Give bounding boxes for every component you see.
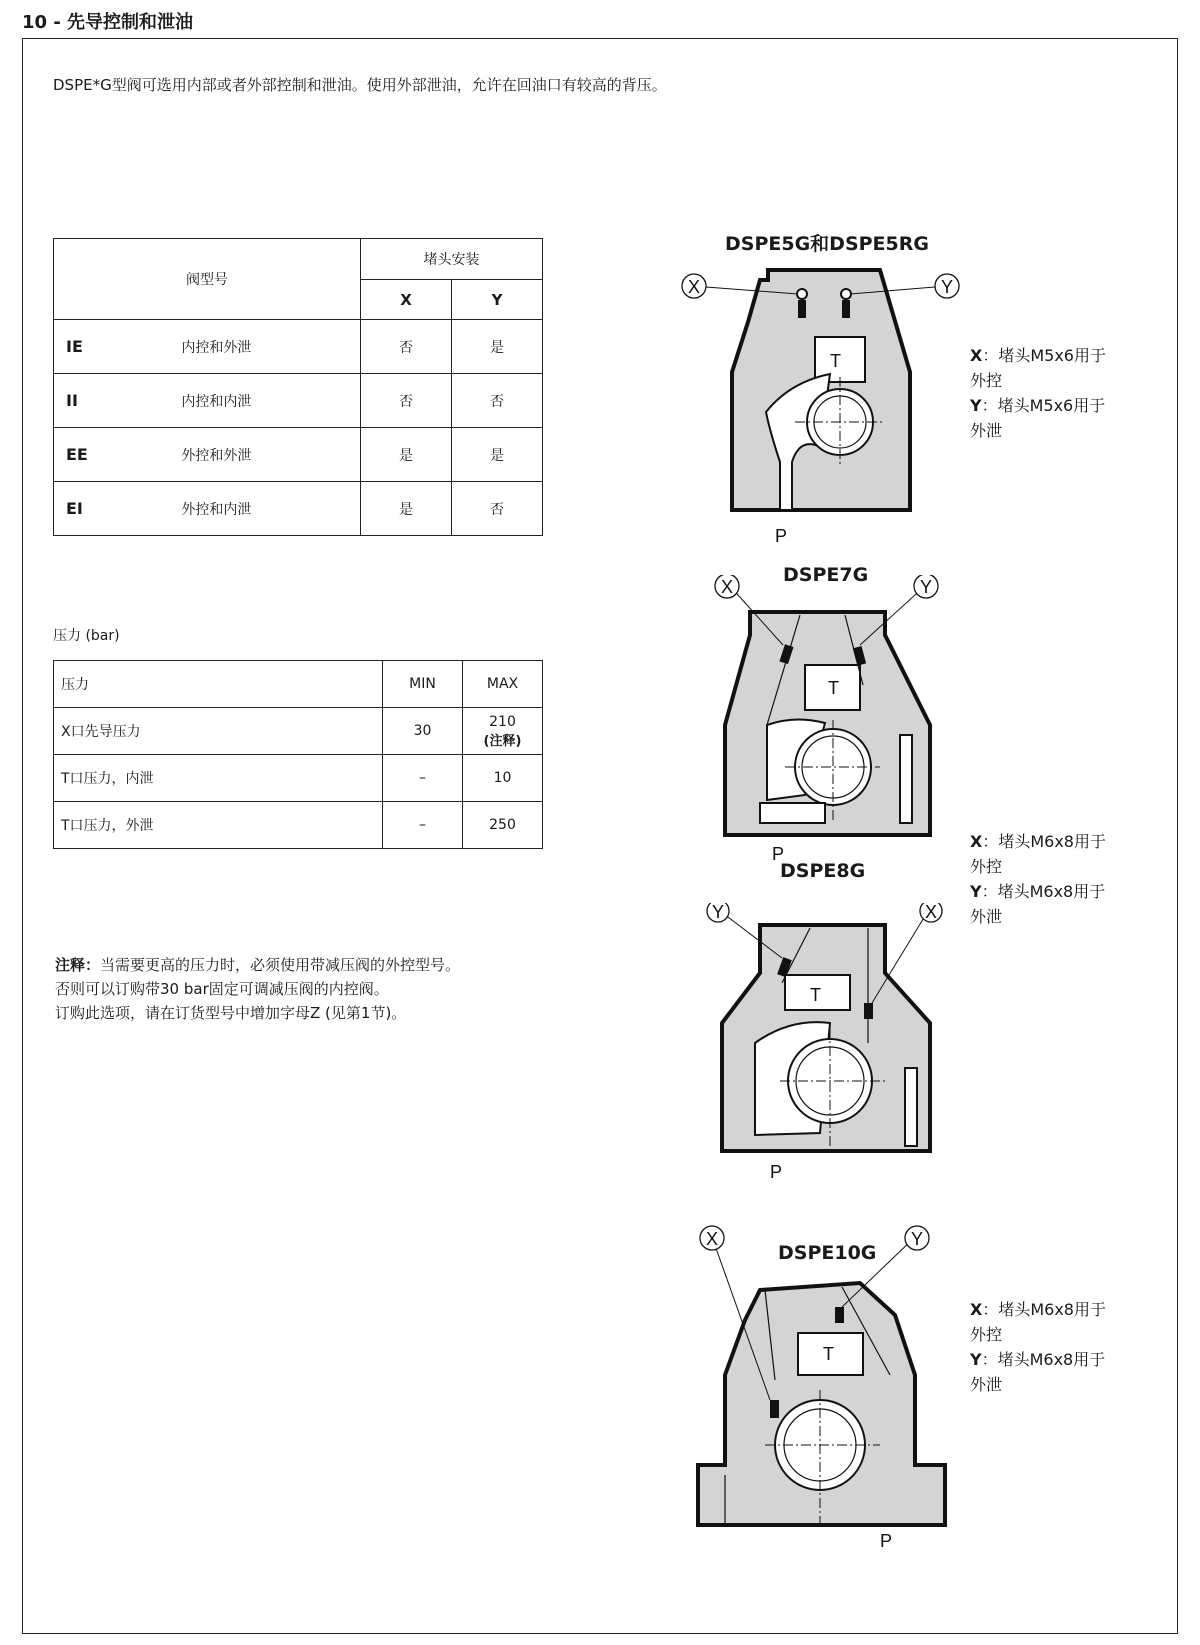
diagram-title-dspe5g: DSPE5G和DSPE5RG xyxy=(725,233,929,255)
legend-y-text: ：堵头M6x8用于 xyxy=(981,1350,1106,1369)
row-x: 是 xyxy=(361,428,452,482)
table-row xyxy=(54,482,543,536)
row-desc: 外控和内泄 xyxy=(131,482,360,536)
port-p-label: P xyxy=(772,844,785,864)
note xyxy=(55,953,460,1025)
diagram-dspe10g xyxy=(690,1225,983,1555)
table-row xyxy=(54,320,543,374)
row-x: 否 xyxy=(361,374,452,428)
diagram-title-dspe10g: DSPE10G xyxy=(778,1242,877,1264)
row-y: 是 xyxy=(452,320,543,374)
legend-x-label: X xyxy=(970,832,983,851)
plug-x-seat xyxy=(797,289,807,299)
legend-y-text: ：堵头M6x8用于 xyxy=(981,882,1106,901)
leader-y xyxy=(842,1237,915,1307)
port-p-label: P xyxy=(775,526,788,546)
note-line2: 否则可以订购带30 bar固定可调减压阀的内控阀。 xyxy=(55,980,389,998)
row-desc: 内控和内泄 xyxy=(131,374,360,428)
bolt-bore xyxy=(905,1068,917,1146)
diagram-dspe7g xyxy=(695,575,965,865)
port-t-label: T xyxy=(810,985,821,1005)
callout-x: X xyxy=(925,903,938,922)
bolt-bore xyxy=(900,735,912,823)
diagram-dspe8g xyxy=(700,903,960,1183)
port-t-label: T xyxy=(828,678,839,698)
header-y: Y xyxy=(452,280,543,320)
legend-y-cont: 外泄 xyxy=(970,421,1003,440)
plug-legend-dspe7g xyxy=(970,829,1106,929)
row-name: T口压力，内泄 xyxy=(54,755,383,802)
row-code: EE xyxy=(54,428,132,482)
table-row xyxy=(54,374,543,428)
legend-y-label: Y xyxy=(970,882,982,901)
legend-x-cont: 外控 xyxy=(970,1325,1003,1344)
row-max: 250 xyxy=(463,802,543,849)
plug-x-icon xyxy=(770,1400,779,1418)
row-code: II xyxy=(54,374,132,428)
header-min: MIN xyxy=(383,661,463,708)
legend-x-cont: 外控 xyxy=(970,857,1003,876)
pressure-table xyxy=(53,660,543,849)
legend-x-cont: 外控 xyxy=(970,371,1003,390)
header-x: X xyxy=(361,280,452,320)
port-p-label: P xyxy=(770,1162,783,1182)
plug-x-icon xyxy=(798,300,806,318)
row-max: 10 xyxy=(463,755,543,802)
callout-y: Y xyxy=(712,903,725,922)
plug-table xyxy=(53,238,543,536)
legend-x-label: X xyxy=(970,1300,983,1319)
header-max: MAX xyxy=(463,661,543,708)
note-line3: 订购此选项，请在订货型号中增加字母Z (见第1节)。 xyxy=(55,1004,407,1022)
row-desc: 外控和外泄 xyxy=(131,428,360,482)
diagram-title-dspe8g: DSPE8G xyxy=(780,860,866,882)
header-valve-model: 阀型号 xyxy=(54,239,361,320)
header-pressure: 压力 xyxy=(54,661,383,708)
legend-x-text: ：堵头M5x6用于 xyxy=(982,346,1106,365)
plug-y-icon xyxy=(835,1307,844,1323)
callout-x: X xyxy=(721,577,734,597)
port-t-label: T xyxy=(823,1344,834,1364)
row-y: 否 xyxy=(452,374,543,428)
row-code: EI xyxy=(54,482,132,536)
port-p-label: P xyxy=(880,1531,893,1551)
section-title: 10 - 先导控制和泄油 xyxy=(22,12,194,33)
plug-x-icon xyxy=(864,1003,873,1019)
header-plug-install: 堵头安装 xyxy=(361,239,543,280)
callout-y: Y xyxy=(941,277,954,297)
row-x: 否 xyxy=(361,320,452,374)
plug-legend-dspe10g xyxy=(970,1297,1106,1397)
row-min: – xyxy=(383,802,463,849)
table-row xyxy=(54,802,543,849)
legend-y-label: Y xyxy=(970,1350,982,1369)
diagram-title-dspe7g: DSPE7G xyxy=(783,564,869,586)
row-max xyxy=(463,708,543,755)
legend-x-text: ：堵头M6x8用于 xyxy=(982,832,1106,851)
pressure-label: 压力 (bar) xyxy=(53,628,120,644)
callout-y: Y xyxy=(920,577,933,597)
legend-y-cont: 外泄 xyxy=(970,907,1003,926)
row-y: 否 xyxy=(452,482,543,536)
callout-y: Y xyxy=(911,1229,924,1249)
row-y: 是 xyxy=(452,428,543,482)
row-x: 是 xyxy=(361,482,452,536)
port-t-label: T xyxy=(830,351,841,371)
table-row xyxy=(54,428,543,482)
row-name: X口先导压力 xyxy=(54,708,383,755)
row-max-note: (注释) xyxy=(483,733,522,749)
legend-y-label: Y xyxy=(970,396,982,415)
plug-legend-dspe5g xyxy=(970,343,1106,443)
legend-x-text: ：堵头M6x8用于 xyxy=(982,1300,1106,1319)
note-line1: 当需要更高的压力时，必须使用带减压阀的外控型号。 xyxy=(100,956,461,974)
table-row xyxy=(54,755,543,802)
row-desc: 内控和外泄 xyxy=(131,320,360,374)
table-row xyxy=(54,708,543,755)
legend-y-text: ：堵头M5x6用于 xyxy=(981,396,1106,415)
callout-x: X xyxy=(688,277,701,297)
note-label: 注释： xyxy=(55,956,101,974)
callout-x: X xyxy=(706,1229,719,1249)
row-min: 30 xyxy=(383,708,463,755)
plug-y-icon xyxy=(842,300,850,318)
intro-text: DSPE*G型阀可选用内部或者外部控制和泄油。使用外部泄油，允许在回油口有较高的背压。 xyxy=(53,76,667,94)
row-name: T口压力，外泄 xyxy=(54,802,383,849)
legend-x-label: X xyxy=(970,346,983,365)
row-min: – xyxy=(383,755,463,802)
p-flange xyxy=(760,803,825,823)
diagram-dspe5g xyxy=(670,262,970,552)
row-max-value: 210 xyxy=(489,713,516,730)
row-code: IE xyxy=(54,320,132,374)
plug-y-seat xyxy=(841,289,851,299)
legend-y-cont: 外泄 xyxy=(970,1375,1003,1394)
